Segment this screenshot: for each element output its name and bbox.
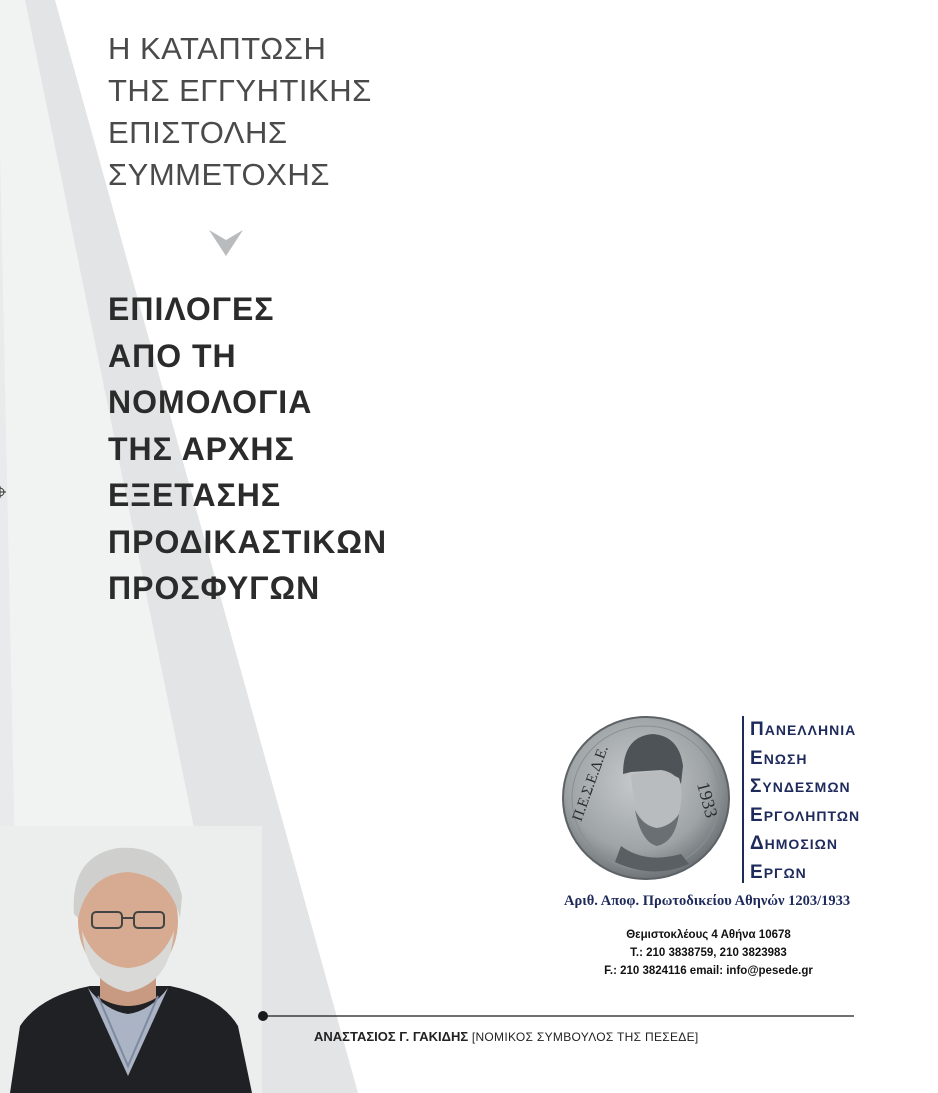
chevron-down-icon — [209, 230, 243, 256]
article-title — [108, 286, 387, 612]
title-line: ΕΠΙΛΟΓΕΣ — [108, 291, 275, 327]
title-line: ΝΟΜΟΛΟΓΙΑ — [108, 384, 313, 420]
subtitle-line: Η ΚΑΤΑΠΤΩΣΗ — [108, 31, 327, 66]
author-role: [ΝΟΜΙΚΟΣ ΣΥΜΒΟΥΛΟΣ ΤΗΣ ΠΕΣΕΔΕ] — [471, 1030, 699, 1044]
organization-name — [742, 716, 860, 883]
org-name-line: ΠΑΝΕΛΛΗΝΙΑ — [750, 719, 857, 740]
subtitle-line: ΕΠΙΣΤΟΛΗΣ — [108, 115, 288, 150]
subtitle — [108, 28, 372, 196]
title-line: ΤΗΣ ΑΡΧΗΣ — [108, 430, 295, 467]
author-portrait — [0, 826, 262, 1093]
title-line: ΕΞΕΤΑΣΗΣ — [108, 477, 282, 513]
org-name-line: ΣΥΝΔΕΣΜΩΝ — [750, 776, 851, 797]
phone: Τ.: 210 3838759, 210 3823983 — [630, 947, 787, 959]
pesede-coin-logo — [561, 714, 731, 882]
coin-year: 1933 — [693, 779, 722, 820]
subtitle-line: ΣΥΜΜΕΤΟΧΗΣ — [108, 157, 330, 192]
org-name-line: ΕΡΓΟΛΗΠΤΩΝ — [750, 804, 861, 826]
author-byline — [314, 1029, 699, 1044]
address: Θεμιστοκλέους 4 Αθήνα 10678 — [626, 929, 791, 941]
fax-email: F.: 210 3824116 email: info@pesede.gr — [604, 965, 813, 977]
coin-text: Π.Ε.Σ.Ε.Δ.Ε. — [569, 743, 612, 824]
org-name-line: ΕΡΓΩΝ — [750, 861, 807, 883]
title-line: ΠΡΟΔΙΚΑΣΤΙΚΩΝ — [108, 523, 388, 560]
registration-number: Αριθ. Αποφ. Πρωτοδικείου Αθηνών 1203/1933 — [564, 893, 851, 909]
title-line: ΠΡΟΣΦΥΓΩΝ — [108, 570, 321, 606]
crop-mark-icon — [0, 486, 6, 498]
author-divider — [258, 1011, 858, 1021]
org-name-line: ΕΝΩΣΗ — [750, 747, 808, 769]
subtitle-line: ΤΗΣ ΕΓΓΥΗΤΙΚΗΣ — [108, 73, 372, 108]
org-name-line: ΔΗΜΟΣΙΩΝ — [750, 833, 838, 854]
author-name: ΑΝΑΣΤΑΣΙΟΣ Γ. ΓΑΚΙΔΗΣ — [314, 1029, 469, 1044]
contact-info — [586, 926, 831, 980]
title-line: ΑΠΟ ΤΗ — [108, 337, 237, 374]
